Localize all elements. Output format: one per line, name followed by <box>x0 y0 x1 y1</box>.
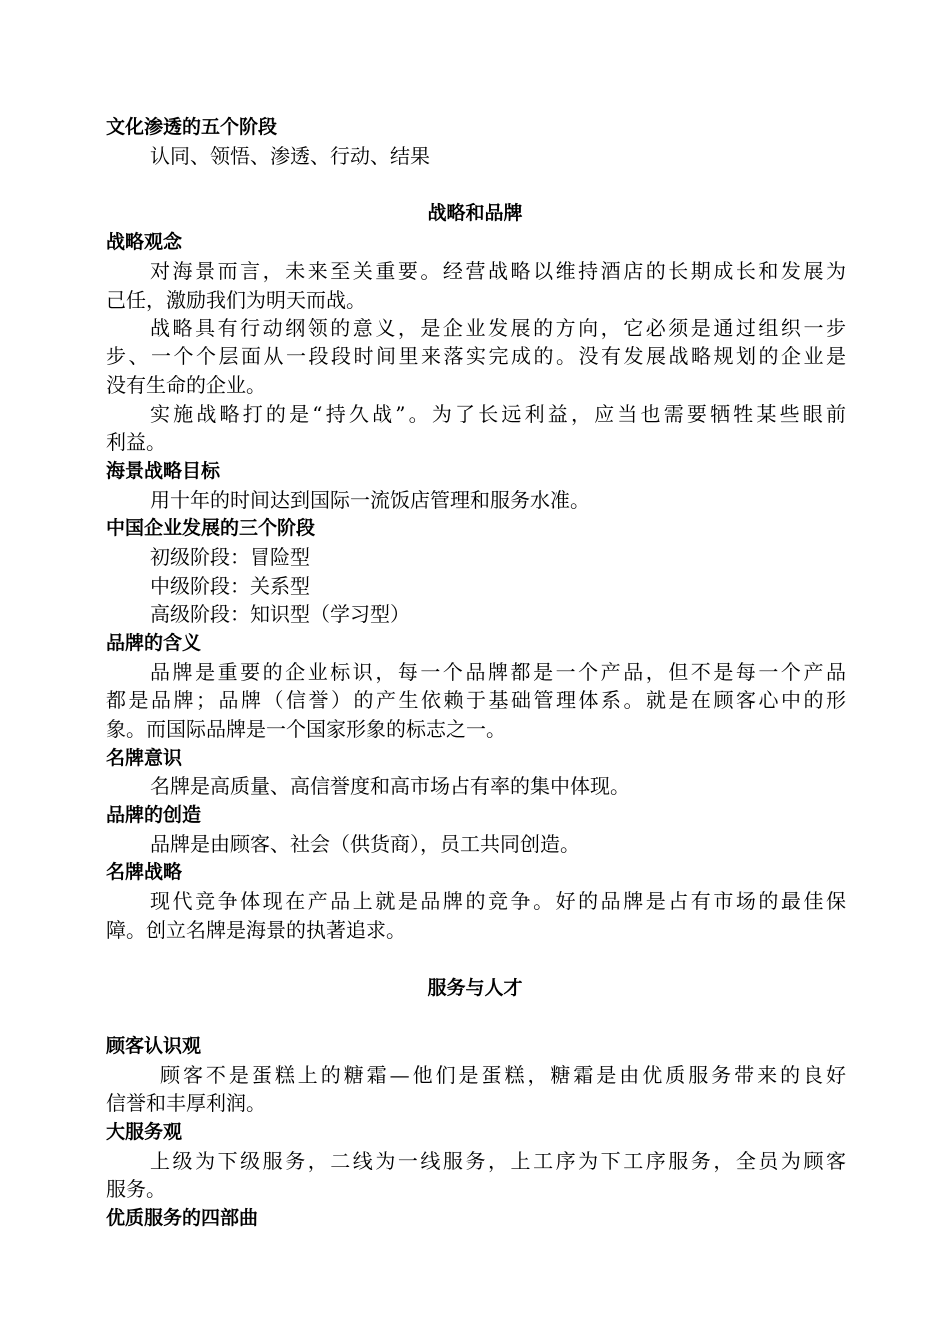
section-heading: 优质服务的四部曲 <box>106 1207 259 1229</box>
paragraph-line: 对海景而言，未来至关重要。经营战略以维持酒店的长期成长和发展为 <box>150 259 846 283</box>
paragraph-line: 实施战略打的是“持久战”。为了长远利益，应当也需要牺牲某些眼前 <box>150 402 846 426</box>
section-heading: 海景战略目标 <box>106 460 221 482</box>
paragraph-line: 没有生命的企业。 <box>106 373 266 397</box>
section-heading: 顾客认识观 <box>106 1035 202 1057</box>
paragraph-line: 象。而国际品牌是一个国家形象的标志之一。 <box>106 717 506 741</box>
section-heading: 大服务观 <box>106 1121 183 1143</box>
paragraph-line: 品牌是由顾客、社会（供货商），员工共同创造。 <box>150 832 580 856</box>
section-heading: 中国企业发展的三个阶段 <box>106 517 316 539</box>
paragraph-line: 认同、领悟、渗透、行动、结果 <box>150 144 430 168</box>
section-heading: 品牌的创造 <box>106 804 202 826</box>
section-heading: 名牌意识 <box>106 747 183 769</box>
paragraph-line: 上级为下级服务，二线为一线服务，上工序为下工序服务，全员为顾客 <box>150 1149 846 1173</box>
paragraph-line: 服务。 <box>106 1177 166 1201</box>
paragraph-line: 用十年的时间达到国际一流饭店管理和服务水准。 <box>150 488 590 512</box>
paragraph-line: 初级阶段：冒险型 <box>150 545 310 569</box>
paragraph-line: 步、一个个层面从一段段时间里来落实完成的。没有发展战略规划的企业是 <box>106 344 846 368</box>
chapter-title: 服务与人才 <box>427 977 523 999</box>
paragraph-line: 战略具有行动纲领的意义，是企业发展的方向，它必须是通过组织一步 <box>150 316 846 340</box>
section-heading: 战略观念 <box>106 231 183 253</box>
section-heading: 文化渗透的五个阶段 <box>106 116 278 138</box>
paragraph-line: 信誉和丰厚利润。 <box>106 1091 266 1115</box>
paragraph-line: 障。创立名牌是海景的执著追求。 <box>106 918 406 942</box>
paragraph-line: 利益。 <box>106 430 166 454</box>
paragraph-line: 己任，激励我们为明天而战。 <box>106 288 366 312</box>
paragraph-line: 都是品牌；品牌（信誉）的产生依赖于基础管理体系。就是在顾客心中的形 <box>106 688 846 712</box>
paragraph-line: 中级阶段：关系型 <box>150 574 310 598</box>
paragraph-line: 名牌是高质量、高信誉度和高市场占有率的集中体现。 <box>150 774 630 798</box>
section-heading: 名牌战略 <box>106 861 183 883</box>
paragraph-line: 顾客不是蛋糕上的糖霜—他们是蛋糕，糖霜是由优质服务带来的良好 <box>160 1063 846 1087</box>
paragraph-line: 现代竞争体现在产品上就是品牌的竞争。好的品牌是占有市场的最佳保 <box>150 889 846 913</box>
paragraph-line: 高级阶段：知识型（学习型） <box>150 602 410 626</box>
paragraph-line: 品牌是重要的企业标识，每一个品牌都是一个产品，但不是每一个产品 <box>150 660 846 684</box>
section-heading: 品牌的含义 <box>106 632 202 654</box>
chapter-title: 战略和品牌 <box>427 202 523 224</box>
